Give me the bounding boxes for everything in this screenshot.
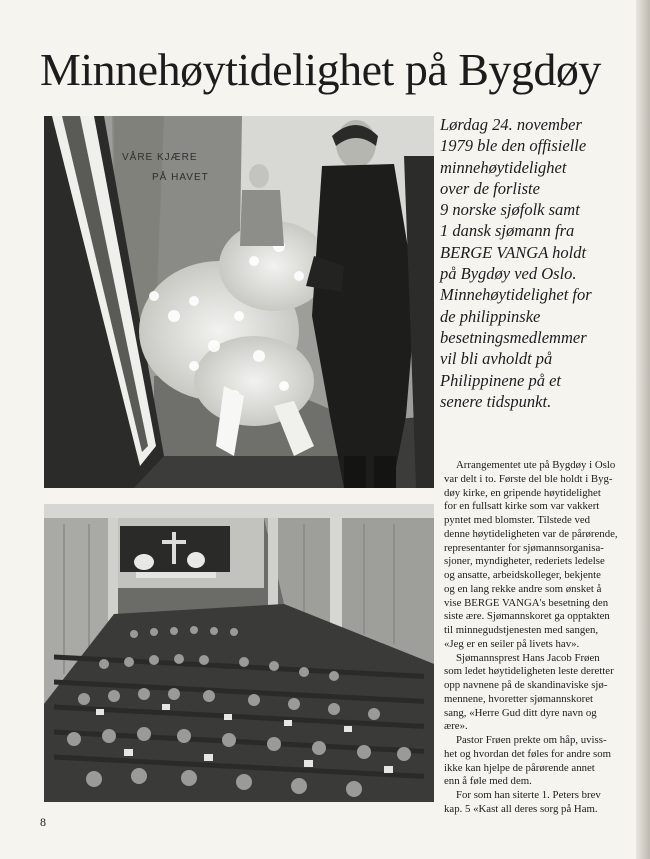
intro-text <box>440 114 630 412</box>
headline: Minnehøytidelighet på Bygdøy <box>40 44 601 95</box>
body-line: enn å føle med dem. <box>444 775 532 788</box>
body-line: Pastor Frøen prekte om håp, uviss- <box>456 734 607 746</box>
body-line: siste ære. Sjømannskoret ga opptakten <box>444 610 610 623</box>
body-line: mennene, hvoretter sjømannskoret <box>444 692 594 705</box>
stone-inscription-line-2: PÅ HAVET <box>152 172 209 183</box>
intro-line: 1 dansk sjømann fra <box>440 221 575 241</box>
body-line: for en fullsatt kirke som var vakkert <box>444 500 600 513</box>
body-line: representanter for sjømannsorganisa- <box>444 541 604 554</box>
intro-line: Lørdag 24. november <box>440 115 582 134</box>
article-body <box>444 459 636 817</box>
body-line: opp navnene på de skandinaviske sjø- <box>444 679 608 691</box>
wreath-laying-photo <box>44 116 434 488</box>
page-number: 8 <box>40 815 46 829</box>
intro-line: Minnehøytidelighet for <box>440 285 592 305</box>
body-line: vise BERGE VANGA's besetning den <box>444 596 609 609</box>
body-line: sjoner, myndigheter, rederiets ledelse <box>444 555 605 568</box>
intro-line: på Bygdøy ved Oslo. <box>440 264 577 284</box>
body-line: kap. 5 «Kast all deres sorg på Ham. <box>444 802 598 815</box>
body-line: ikke kan hjelpe de pårørende annet <box>444 761 595 774</box>
page-edge-shadow <box>636 0 650 859</box>
intro-line: vil bli avholdt på <box>440 349 553 369</box>
intro-line: Philippinene på et <box>440 370 561 390</box>
intro-line: 1979 ble den offisielle <box>440 136 587 156</box>
body-line: Arrangementet ute på Bygdøy i Oslo <box>456 459 616 471</box>
body-line: Sjømannsprest Hans Jacob Frøen <box>456 651 600 664</box>
intro-line: 9 norske sjøfolk samt <box>440 200 580 220</box>
intro-line: over de forliste <box>440 178 540 198</box>
intro-line: besetningsmedlemmer <box>440 327 587 347</box>
body-line: som ledet høytideligheten leste deretter <box>444 665 614 678</box>
intro-line: minnehøytidelighet <box>440 157 567 177</box>
body-line: pyntet med blomster. Tilstede ved <box>444 514 591 526</box>
body-line: denne høytideligheten var de pårørende, <box>444 527 618 540</box>
body-line: «Jeg er en seiler på livets hav». <box>444 637 580 650</box>
body-line: til minnegudstjenesten med sangen, <box>444 624 599 636</box>
body-line: het og hvordan det føles for andre som <box>444 747 612 760</box>
intro-line: de philippinske <box>440 306 541 326</box>
body-line: og ansatte, arbeidskolleger, bekjente <box>444 569 601 581</box>
body-line: var delt i to. Første del ble holdt i Byg- <box>444 472 613 485</box>
body-line: og en lang rekke andre som ønsket å <box>444 582 602 595</box>
intro-line: senere tidspunkt. <box>440 391 552 411</box>
body-line: For som han siterte 1. Peters brev <box>456 789 601 801</box>
body-line: sang, «Herre Gud ditt dyre navn og <box>444 706 597 719</box>
stone-inscription-line-1: VÅRE KJÆRE <box>122 152 198 163</box>
body-line: døy kirke, en gripende høytidelighet <box>444 486 601 499</box>
intro-line: BERGE VANGA holdt <box>440 242 587 262</box>
church-interior-photo <box>44 504 434 802</box>
body-line: ære». <box>444 720 468 733</box>
